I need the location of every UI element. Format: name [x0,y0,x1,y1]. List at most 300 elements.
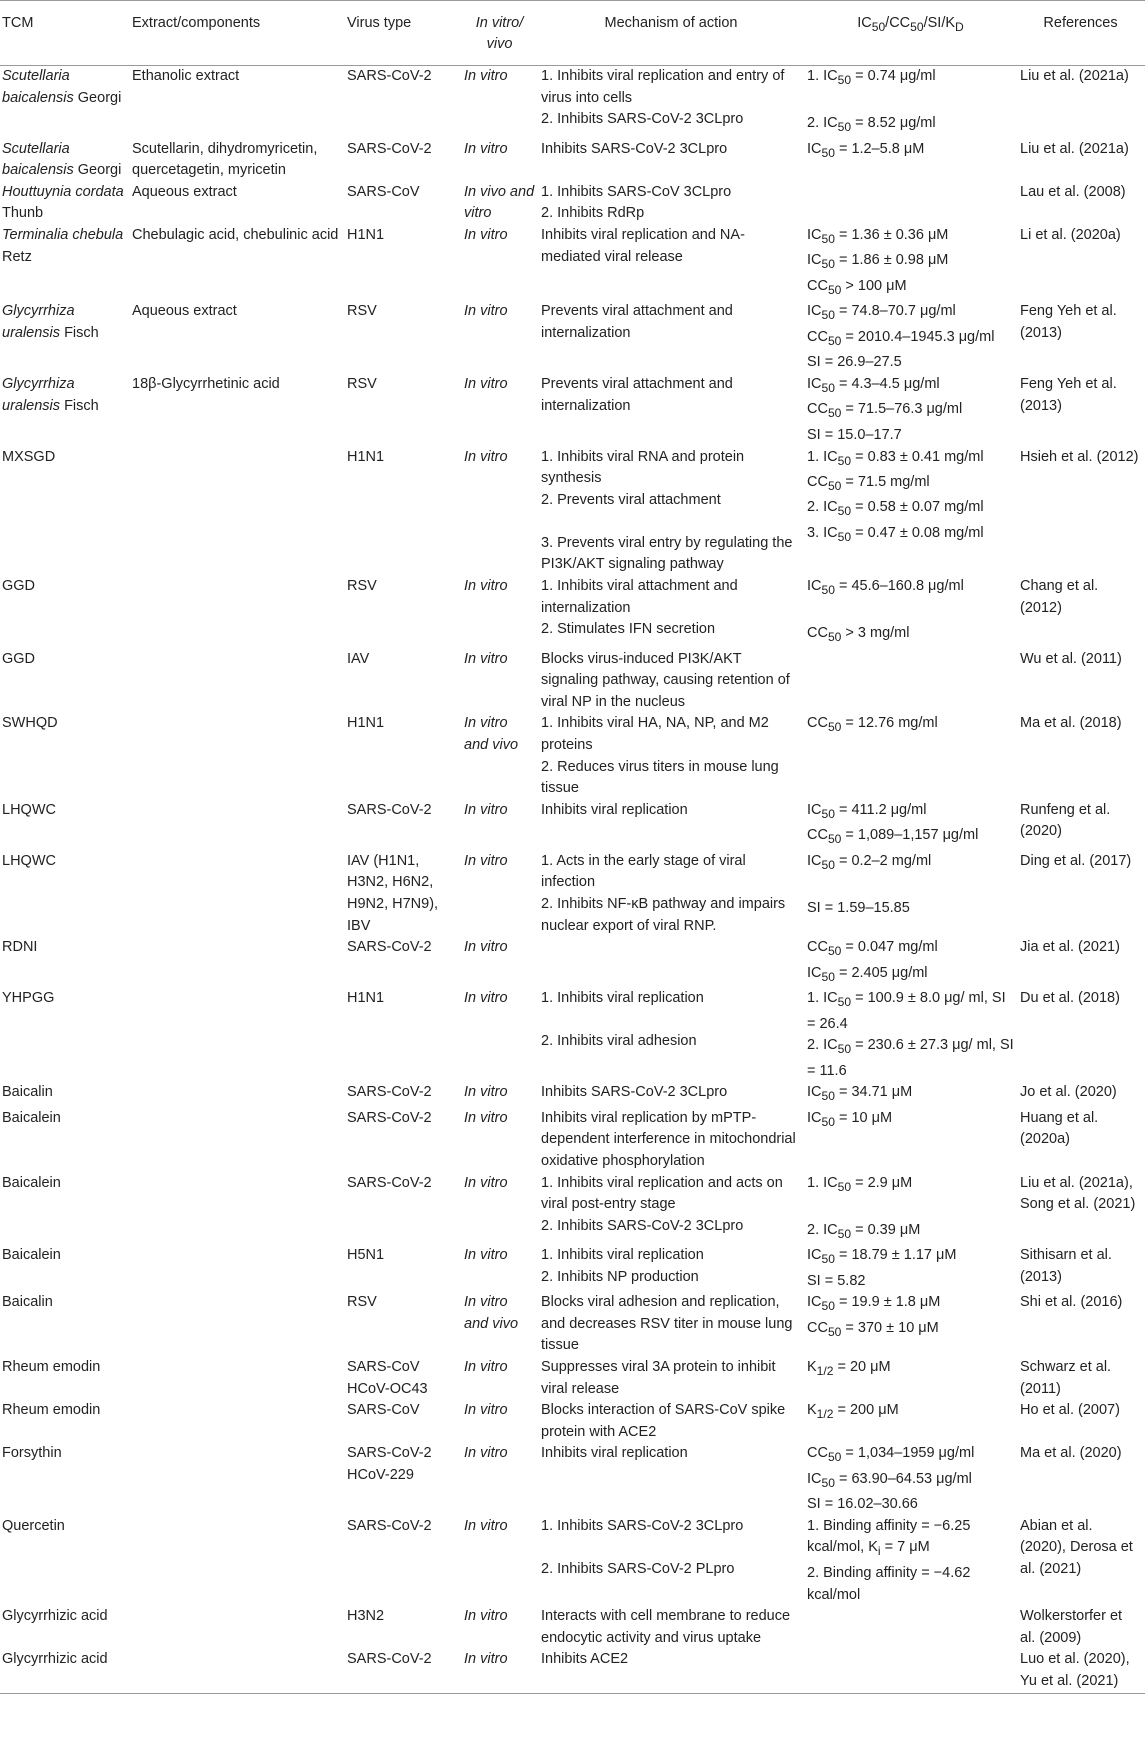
tcm-name: LHQWC [2,852,56,869]
cell-ic50-line: $IC_{50} = 10$ μM [807,1109,893,1129]
cell-ic50-line [807,876,1014,898]
tcm-genus-species: Scutellaria baicalensis [2,140,74,179]
cell-ic50-line: $CC_{50} = 71.5$ mg/ml [807,474,930,493]
cell-ic50-line: SI = 1.59–15.85 [807,899,910,916]
tcm-name: YHPGG [2,990,55,1007]
cell-virus: SARS-CoV-2 [347,1109,432,1126]
cell-ic50-line: $CC_{50} > 100$ μM [807,277,907,297]
cell-extract: Scutellarin, dihydromyricetin, quercetagetin, myricetin [132,140,318,179]
cell-invitro: In vitro [464,578,508,595]
cell-mechanism-line: Inhibits SARS-CoV-2 3CLpro [541,140,728,157]
cell-ic50-line: $IC_{50} = 0.2-2$ mg/ml [807,852,932,872]
cell-ic50-line: 1. $IC_{50} = 100.9 \pm 8.0$ μg/ ml, SI = 26.4 [807,990,1006,1032]
cell-invitro: In vitro [464,801,508,818]
cell-extract [130,988,345,1082]
cell-extract: Aqueous extract [132,303,237,320]
header-invitro: In vitro/ vivo [462,1,539,66]
cell-extract [130,851,345,937]
tcm-name: Georgi [77,162,122,179]
table-row [0,851,1145,937]
cell-ic50-line: SI = 26.9–27.5 [807,354,902,371]
cell-tcm [0,937,130,988]
table-row [0,1108,1145,1173]
cell-ic50-line: $CC_{50} = 1,089-1,157$ μg/ml [807,827,979,847]
cell-extract [130,1516,345,1606]
cell-mechanism [539,139,805,182]
tcm-name: Fisch [64,397,99,414]
cell-mechanism-line: 3. Prevents viral entry by regulating the PI3K/AKT signaling pathway [541,534,793,573]
cell-virus: SARS-CoV-2 [347,801,432,818]
cell-ic50 [805,1649,1018,1693]
cell-virus: RSV [347,1294,377,1311]
cell-mechanism [539,1357,805,1400]
cell-tcm [0,225,130,301]
tcm-name: Rheum emodin [2,1358,101,1375]
cell-virus: H1N1 [347,715,385,732]
cell-mechanism-line: Inhibits viral replication and NA-mediated viral release [541,226,745,265]
cell-ic50-line: $IC_{50} = 4.3-4.5$ μg/ml [807,375,940,395]
cell-virus: H3N2 [347,1608,385,1625]
cell-mechanism-line: Prevents viral attachment and internalization [541,375,733,414]
table-body [0,66,1145,1694]
tcm-name: Baicalein [2,1247,61,1264]
cell-virus: SARS-CoV-2 [347,140,432,157]
cell-extract [130,1357,345,1400]
cell-reference: Runfeng et al. (2020) [1020,801,1111,840]
cell-invitro: In vitro [464,650,508,667]
cell-ic50-line: $IC_{50} = 2.405$ μg/ml [807,964,928,984]
cell-mechanism-line: 2. Inhibits NF-κB pathway and impairs nuclear export of viral RNP. [541,895,786,934]
cell-mechanism [539,937,805,988]
cell-invitro: In vivo and vitro [464,183,535,222]
cell-mechanism-line: 2. Inhibits SARS-CoV-2 3CLpro [541,111,744,128]
cell-ic50-line: 2. $IC_{50} = 8.52$ μg/ml [807,115,936,134]
header-extract: Extract/components [130,1,345,66]
cell-mechanism-line: 1. Inhibits viral RNA and protein synthesis [541,448,745,487]
cell-invitro: In vitro [464,1445,508,1462]
cell-ic50 [805,1443,1018,1516]
cell-extract [130,1108,345,1173]
table-row [0,1443,1145,1516]
cell-mechanism [539,1082,805,1107]
cell-reference: Sithisarn et al. (2013) [1020,1247,1112,1285]
cell-ic50 [805,1400,1018,1443]
cell-invitro: In vitro [464,852,508,869]
cell-reference: Li et al. (2020a) [1020,226,1121,243]
cell-ic50-line: $IC_{50} = 1.2-5.8$ μM [807,140,925,160]
header-references: References [1018,1,1145,66]
cell-ic50-line: $CC_{50} = 0.047$ mg/ml [807,939,938,959]
tcm-name: MXSGD [2,448,56,465]
cell-mechanism [539,374,805,447]
cell-ic50-line: $CC_{50} = 2010.4-1945.3$ μg/ml [807,328,995,348]
cell-reference: Ding et al. (2017) [1020,852,1132,869]
cell-virus: RSV [347,578,377,595]
table-row [0,1400,1145,1443]
cell-ic50-line: $CC_{50} = 71.5-76.3$ μg/ml [807,401,963,421]
cell-virus: SARS-CoV-2 [347,1174,432,1191]
cell-virus: SARS-CoV-2 HCoV-229 [347,1445,432,1483]
cell-mechanism-line: Inhibits viral replication by mPTP-dependent interference in mitochondrial oxidative phosphorylation [541,1109,796,1169]
cell-reference: Hsieh et al. (2012) [1020,448,1139,465]
cell-mechanism-line: Inhibits SARS-CoV-2 3CLpro [541,1084,728,1101]
cell-tcm [0,1443,130,1516]
cell-extract [130,937,345,988]
cell-ic50-line: $K_{1/2} = 20$ μM [807,1358,891,1378]
cell-ic50 [805,1173,1018,1246]
cell-extract [130,1245,345,1292]
cell-reference: Jo et al. (2020) [1020,1084,1117,1101]
cell-extract [130,1400,345,1443]
cell-mechanism [539,851,805,937]
cell-ic50 [805,66,1018,139]
cell-tcm [0,139,130,182]
tcm-name: Georgi [77,89,122,106]
table-row [0,649,1145,714]
cell-ic50 [805,988,1018,1082]
cell-tcm [0,1516,130,1606]
cell-reference: Luo et al. (2020), Yu et al. (2021) [1018,1649,1145,1693]
table-row [0,1516,1145,1606]
cell-extract [130,1443,345,1516]
cell-mechanism [539,301,805,374]
tcm-name: GGD [2,578,36,595]
cell-ic50 [805,1245,1018,1292]
cell-ic50 [805,182,1018,225]
cell-invitro: In vitro and vivo [464,1294,519,1332]
cell-invitro: In vitro [462,1649,539,1693]
cell-invitro: In vitro [464,375,508,392]
cell-virus: RSV [347,303,377,320]
table-row [0,225,1145,301]
cell-ic50 [805,1108,1018,1173]
cell-mechanism-line: 2. Inhibits viral adhesion [541,1033,697,1050]
cell-invitro: In vitro [464,1608,508,1625]
tcm-name: Baicalin [2,1294,53,1311]
cell-virus: H1N1 [347,226,385,243]
tcm-genus-species: Glycyrrhiza uralensis [2,303,75,341]
tcm-name: Glycyrrhizic acid [2,1651,108,1668]
cell-tcm [0,1649,130,1693]
cell-tcm [0,1173,130,1246]
cell-extract [130,1606,345,1649]
cell-ic50 [805,301,1018,374]
cell-mechanism-line: 1. Inhibits viral replication [541,1247,704,1264]
cell-ic50-line: $CC_{50} = 1,034-1959$ μg/ml [807,1445,975,1465]
cell-ic50-line: 2. $IC_{50} = 0.58 \pm 0.07$ mg/ml [807,499,984,519]
cell-ic50-line: 2. $IC_{50} = 0.39$ μM [807,1221,921,1241]
cell-tcm [0,1606,130,1649]
cell-ic50-line: 2. Binding affinity = −4.62 kcal/mol [807,1564,971,1603]
cell-ic50-line: $IC_{50} = 19.9 \pm 1.8$ μM [807,1294,941,1314]
tcm-name: LHQWC [2,801,56,818]
cell-virus: IAV (H1N1, H3N2, H6N2, H9N2, H7N9), IBV [347,852,439,934]
cell-ic50-line: 1. $IC_{50} = 2.9$ μM [807,1174,913,1194]
tcm-name: Glycyrrhizic acid [2,1608,108,1625]
table-row [0,937,1145,988]
table-row [0,66,1145,139]
cell-virus: SARS-CoV-2 [347,939,432,956]
cell-reference: Schwarz et al. (2011) [1020,1358,1112,1397]
cell-mechanism-line: 2. Inhibits SARS-CoV-2 3CLpro [541,1217,744,1234]
cell-mechanism [539,182,805,225]
tcm-name: RDNI [2,939,38,956]
header-tcm: TCM [0,1,130,66]
cell-mechanism-line: Inhibits viral replication [541,801,688,818]
cell-extract [130,1173,345,1246]
cell-extract [130,713,345,799]
cell-ic50 [805,713,1018,799]
cell-mechanism [539,649,805,714]
cell-tcm [0,988,130,1082]
cell-ic50 [805,800,1018,851]
cell-ic50-line: SI = 5.82 [807,1272,866,1289]
cell-virus: SARS-CoV-2 [345,1649,462,1693]
cell-reference: Ma et al. (2020) [1020,1445,1122,1462]
cell-virus: H5N1 [347,1247,385,1264]
cell-ic50 [805,447,1018,577]
cell-tcm [0,1245,130,1292]
cell-invitro: In vitro [464,1084,508,1101]
cell-mechanism-line: Blocks interaction of SARS-CoV spike protein with ACE2 [541,1402,786,1440]
cell-ic50 [805,937,1018,988]
table-row [0,1173,1145,1246]
table-row [0,301,1145,374]
cell-tcm [0,301,130,374]
table-row [0,374,1145,447]
tcm-name: Baicalein [2,1109,61,1126]
cell-mechanism-line: Suppresses viral 3A protein to inhibit viral release [541,1358,776,1397]
cell-reference: Liu et al. (2021a) [1020,140,1129,157]
header-mechanism: Mechanism of action [539,1,805,66]
cell-virus: IAV [347,650,370,667]
cell-extract [130,800,345,851]
cell-extract: 18β-Glycyrrhetinic acid [132,375,280,392]
table-row [0,447,1145,577]
cell-mechanism [539,1173,805,1246]
cell-virus: SARS-CoV-2 [347,1084,432,1101]
tcm-name: Baicalein [2,1174,61,1191]
cell-mechanism-line: 1. Inhibits SARS-CoV-2 3CLpro [541,1517,744,1534]
tcm-genus-species: Scutellaria baicalensis [2,68,74,106]
cell-mechanism-line [541,1537,801,1559]
cell-reference: Du et al. (2018) [1020,990,1120,1007]
tcm-name: Rheum emodin [2,1402,101,1419]
cell-mechanism [539,1443,805,1516]
cell-mechanism [539,1292,805,1357]
cell-ic50 [805,374,1018,447]
table-row [0,1357,1145,1400]
cell-reference: Feng Yeh et al. (2013) [1020,375,1117,414]
cell-ic50-line: $IC_{50} = 34.71$ μM [807,1084,913,1104]
cell-mechanism [539,1245,805,1292]
header-row [0,1,1145,66]
cell-invitro: In vitro [464,140,508,157]
cell-extract: Ethanolic extract [132,68,240,84]
cell-invitro: In vitro [464,939,508,956]
table-row [0,713,1145,799]
cell-mechanism [539,225,805,301]
cell-mechanism-line: Blocks virus-induced PI3K/AKT signaling pathway, causing retention of viral NP in the nucleus [541,650,790,710]
cell-mechanism-line: 1. Inhibits viral replication [541,990,704,1007]
cell-reference: Wolkerstorfer et al. (2009) [1020,1608,1123,1646]
cell-ic50 [805,225,1018,301]
cell-extract [130,1292,345,1357]
cell-tcm [0,1292,130,1357]
tcm-genus-species: Houttuynia cordata [2,183,124,200]
cell-mechanism-line: 1. Inhibits viral attachment and internalization [541,578,738,616]
cell-ic50-line: $IC_{50} = 18.79 \pm 1.17$ μM [807,1247,957,1266]
cell-invitro: In vitro [464,68,508,84]
tcm-name: GGD [2,650,36,667]
cell-ic50 [805,576,1018,649]
table-row [0,1649,1145,1693]
cell-tcm [0,447,130,577]
cell-virus: RSV [347,375,377,392]
cell-virus: SARS-CoV-2 [347,68,432,84]
cell-tcm [0,649,130,714]
header-ic50: $IC_{50}/CC_{50}/SI/K_D$ [805,1,1018,66]
cell-ic50-line [807,602,1014,624]
cell-ic50-line: $CC_{50} > 3$ mg/ml [807,625,910,645]
cell-virus: H1N1 [347,990,385,1007]
cell-reference: Ma et al. (2018) [1020,715,1122,732]
cell-mechanism-line: Interacts with cell membrane to reduce endocytic activity and virus uptake [541,1608,791,1646]
cell-ic50 [805,649,1018,714]
cell-invitro: In vitro [464,1402,508,1419]
cell-virus: SARS-CoV-2 [347,1517,432,1534]
cell-tcm [0,713,130,799]
cell-tcm [0,66,130,139]
cell-reference: Abian et al. (2020), Derosa et al. (2021) [1020,1517,1133,1578]
cell-extract [130,1082,345,1107]
cell-ic50-line: $IC_{50} = 63.90-64.53$ μg/ml [807,1470,972,1490]
cell-mechanism [539,576,805,649]
cell-extract [130,576,345,649]
cell-ic50 [805,139,1018,182]
cell-mechanism-line [541,511,801,533]
cell-invitro: In vitro [464,990,508,1007]
cell-reference: Liu et al. (2021a), Song et al. (2021) [1020,1174,1136,1213]
tcm-name: Fisch [64,324,99,341]
cell-mechanism [539,713,805,799]
cell-reference: Chang et al. (2012) [1020,578,1099,616]
cell-mechanism-line: Inhibits viral replication [541,1445,688,1462]
table-row [0,139,1145,182]
cell-ic50-line: 2. $IC_{50} = 230.6 \pm 27.3$ μg/ ml, SI = 11.6 [807,1037,1014,1079]
cell-extract [130,447,345,577]
cell-ic50 [805,1516,1018,1606]
tcm-name: SWHQD [2,715,58,732]
cell-reference: Jia et al. (2021) [1020,939,1120,956]
cell-ic50-line: $IC_{50} = 1.86 \pm 0.98$ μM [807,252,949,272]
cell-mechanism-line: 1. Inhibits SARS-CoV 3CLpro [541,183,732,200]
cell-ic50-line [807,1198,1014,1220]
cell-mechanism [539,447,805,577]
cell-ic50-line: $IC_{50} = 74.8-70.7$ μg/ml [807,303,956,323]
cell-invitro: In vitro [464,1174,508,1191]
cell-mechanism-line [541,1010,801,1032]
table-row [0,182,1145,225]
cell-tcm [0,800,130,851]
tcm-name: Baicalin [2,1084,53,1101]
cell-mechanism-line: Prevents viral attachment and internalization [541,303,733,341]
cell-mechanism-line: 1. Inhibits viral HA, NA, NP, and M2 proteins [541,715,769,754]
cell-mechanism [539,1516,805,1606]
cell-ic50-line: $IC_{50} = 411.2$ μg/ml [807,801,927,821]
cell-ic50-line: SI = 16.02–30.66 [807,1496,918,1513]
cell-reference: Shi et al. (2016) [1020,1294,1123,1311]
tcm-name: Quercetin [2,1517,65,1534]
cell-ic50-line: $IC_{50} = 1.36 \pm 0.36$ μM [807,226,949,246]
cell-invitro: In vitro [464,1109,508,1126]
cell-mechanism-line: 1. Inhibits viral replication and acts on viral post-entry stage [541,1174,783,1213]
cell-tcm [0,1357,130,1400]
cell-invitro: In vitro [464,1358,508,1375]
cell-invitro: In vitro [464,1247,508,1264]
cell-extract [130,649,345,714]
cell-ic50 [805,1292,1018,1357]
cell-invitro: In vitro [464,226,508,243]
cell-mechanism-line: 2. Reduces virus titers in mouse lung tissue [541,758,779,797]
table-row [0,1082,1145,1107]
cell-reference: Ho et al. (2007) [1020,1402,1120,1419]
cell-ic50-line: $IC_{50} = 45.6-160.8$ μg/ml [807,578,964,597]
cell-ic50 [805,1357,1018,1400]
cell-ic50-line: 1. $IC_{50} = 0.83 \pm 0.41$ mg/ml [807,448,984,468]
cell-ic50 [805,1606,1018,1649]
cell-reference: Lau et al. (2008) [1020,183,1126,200]
cell-reference: Liu et al. (2021a) [1020,68,1129,84]
cell-ic50 [805,851,1018,937]
cell-ic50-line: $CC_{50} = 370 \pm 10$ μM [807,1319,939,1339]
table-row [0,988,1145,1082]
tcm-genus-species: Glycyrrhiza uralensis [2,375,75,414]
cell-virus: SARS-CoV [347,1402,420,1419]
cell-invitro: In vitro [464,448,508,465]
table-row [0,1606,1145,1649]
cell-mechanism [539,66,805,139]
cell-mechanism-line: 2. Stimulates IFN secretion [541,621,716,638]
table-row [0,1245,1145,1292]
cell-mechanism [539,1400,805,1443]
tcm-name: Forsythin [2,1445,62,1462]
cell-virus: H1N1 [347,448,385,465]
cell-mechanism-line: Inhibits ACE2 [541,1651,629,1668]
cell-ic50-line: 1. $IC_{50} = 0.74$ μg/ml [807,68,936,87]
cell-invitro: In vitro [464,1517,508,1534]
cell-virus: SARS-CoV [347,183,420,200]
cell-mechanism [539,1649,805,1693]
cell-reference: Huang et al. (2020a) [1020,1109,1099,1148]
tcm-name: Thunb [2,205,44,222]
cell-mechanism-line: 2. Prevents viral attachment [541,491,721,508]
cell-invitro: In vitro [464,303,508,320]
cell-mechanism-line: Blocks viral adhesion and replication, and decreases RSV titer in mouse lung tissue [541,1294,793,1354]
cell-mechanism-line: 1. Acts in the early stage of viral infection [541,852,746,891]
cell-mechanism [539,1606,805,1649]
cell-mechanism [539,1108,805,1173]
tcm-name: Retz [2,248,32,265]
cell-extract: Chebulagic acid, chebulinic acid [132,226,339,243]
cell-mechanism-line: 2. Inhibits RdRp [541,205,645,222]
cell-virus: SARS-CoV HCoV-OC43 [347,1358,428,1397]
cell-mechanism [539,988,805,1082]
cell-mechanism-line: 2. Inhibits SARS-CoV-2 PLpro [541,1561,735,1578]
cell-invitro: In vitro and vivo [464,715,519,754]
cell-tcm [0,1108,130,1173]
cell-ic50 [805,1082,1018,1107]
